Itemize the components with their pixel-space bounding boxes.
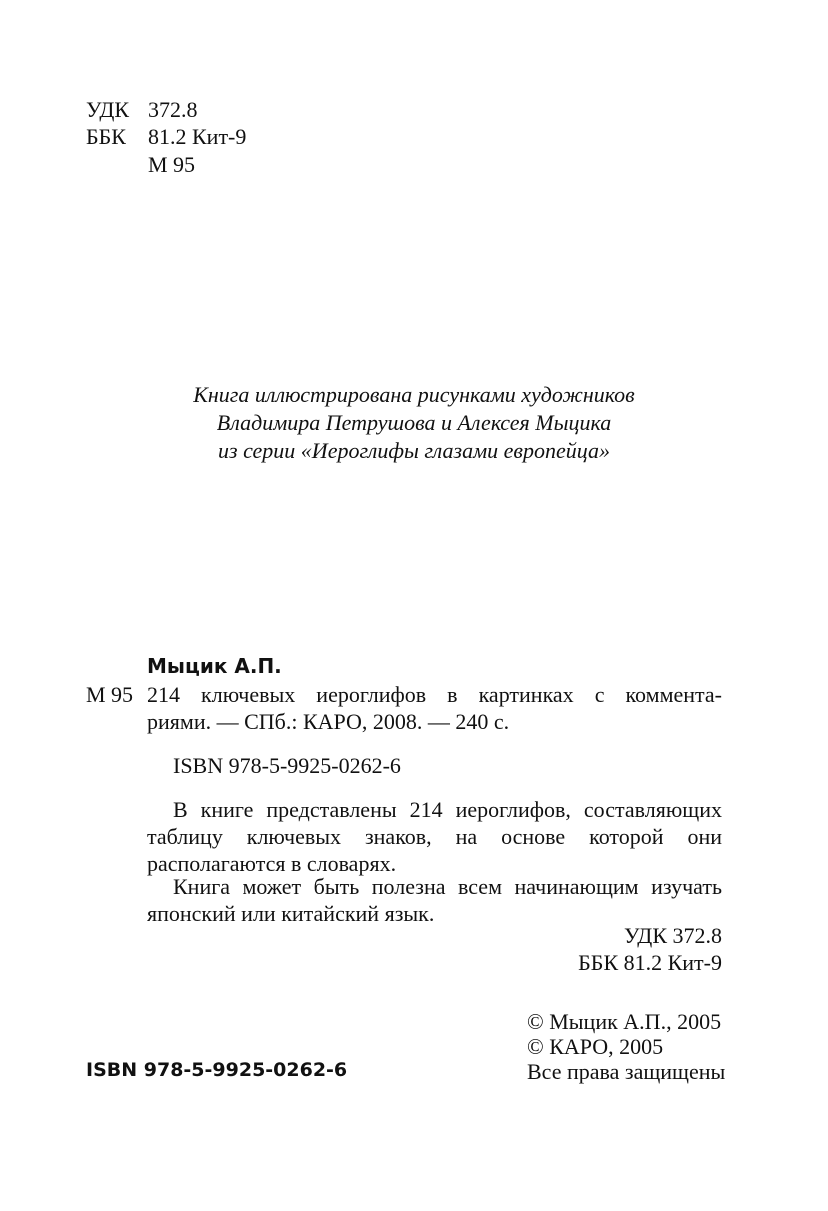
annotation-p1-line1: В книге представлены 214 иероглифов, составляющих [173, 797, 722, 822]
bbk-value: 81.2 Кит-9 [148, 124, 247, 149]
annotation-p2-line2: японский или китайский язык. [147, 901, 435, 926]
udk-value: 372.8 [148, 97, 198, 122]
copyright-author: © Мыцик А.П., 2005 [527, 1009, 722, 1034]
rights-reserved: Все права защищены [527, 1059, 726, 1084]
catalog-bbk: ББК 81.2 Кит-9 [578, 950, 722, 975]
illustration-note-line3: из серии «Иероглифы глазами европейца» [217, 438, 610, 463]
illustration-note-line2: Владимира Петрушова и Алексея Мыцика [216, 410, 612, 435]
catalog-author: Мыцик А.П. [147, 654, 282, 678]
annotation-p2-line1: Книга может быть полезна всем начинающим изучать [173, 874, 722, 899]
annotation-p1-line2: таблицу ключевых знаков, на основе которой они [147, 824, 722, 849]
catalog-isbn: ISBN 978-5-9925-0262-6 [173, 753, 401, 778]
bbk-label: ББК [86, 124, 126, 149]
catalog-shelf-mark: М 95 [86, 682, 134, 707]
annotation-p1-line3: располагаются в словарях. [147, 851, 397, 876]
author-mark: М 95 [148, 152, 196, 177]
illustration-note-line1: Книга иллюстрирована рисунками художников [193, 382, 635, 407]
isbn-bold: ISBN 978-5-9925-0262-6 [86, 1059, 348, 1081]
catalog-title-line2: риями. — СПб.: КАРО, 2008. — 240 с. [147, 709, 510, 734]
catalog-title-line1: 214 ключевых иероглифов в картинках с коммента- [147, 682, 722, 707]
copyright-publisher: © КАРО, 2005 [527, 1034, 664, 1059]
catalog-udk: УДК 372.8 [623, 923, 722, 948]
udk-label: УДК [86, 97, 130, 122]
